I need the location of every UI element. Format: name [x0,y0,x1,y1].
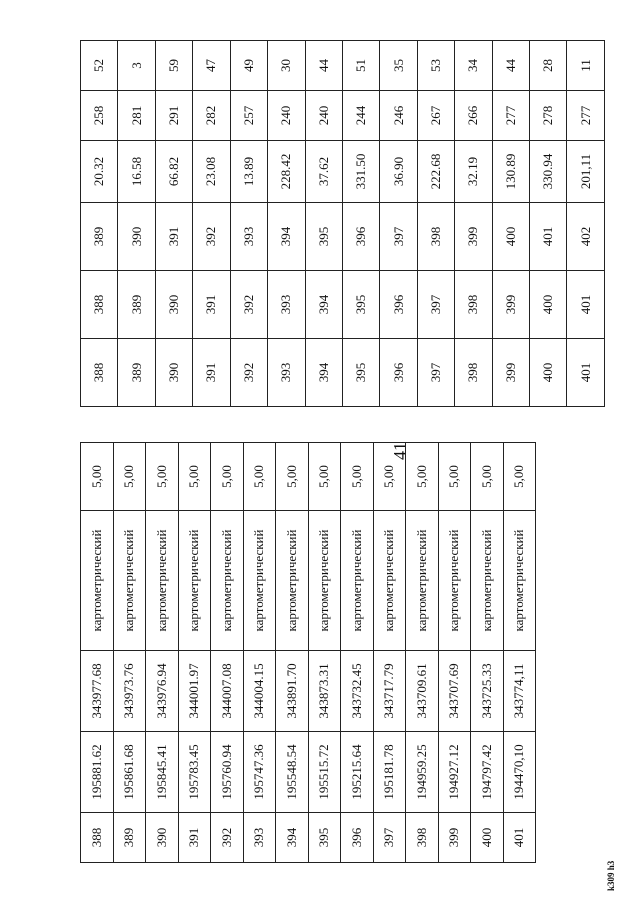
table-row [155,41,192,407]
table-cell: 5,00 [308,443,341,511]
table-cell: 47 [193,41,230,91]
table-cell: 11 [567,41,605,91]
table-cell: 5,00 [406,443,439,511]
table-cell: картометрический [211,511,244,651]
table-cell: 5,00 [113,443,146,511]
table-cell: 5,00 [211,443,244,511]
table-cell: 391 [193,339,230,407]
table-cell: 398 [417,203,454,271]
table-cell: 52 [81,41,118,91]
table-cell: 391 [155,203,192,271]
table-cell: 393 [268,339,305,407]
table-row [380,41,417,407]
table-cell: 391 [178,813,211,863]
table-cell: 5,00 [341,443,374,511]
table-cell: 195515.72 [308,732,341,813]
table-cell: картометрический [406,511,439,651]
table-cell: 394 [305,339,342,407]
table-cell: 401 [530,203,567,271]
table-cell: 5,00 [243,443,276,511]
table-cell: 30 [268,41,305,91]
table-cell: 343707.69 [438,651,471,732]
table-row [305,41,342,407]
table-cell: 281 [118,91,155,141]
table-cell: 395 [342,271,379,339]
table-cell: 194959.25 [406,732,439,813]
table-cell: 401 [567,271,605,339]
footer-mark: k309 h3 [606,860,616,891]
table-row [146,443,179,863]
table-row [342,41,379,407]
table-cell: 343873.31 [308,651,341,732]
table-row [455,41,492,407]
table-cell: 278 [530,91,567,141]
table-cell: 330.94 [530,141,567,203]
table-cell: 53 [417,41,454,91]
table-cell: 389 [113,813,146,863]
table-cell: 397 [417,271,454,339]
table-cell: 396 [341,813,374,863]
table-cell: 195861.68 [113,732,146,813]
table-cell: 343774,11 [503,651,536,732]
table-cell: 397 [417,339,454,407]
table-cell: картометрический [276,511,309,651]
table-cell: 344001.97 [178,651,211,732]
table-cell: 13.89 [230,141,267,203]
table-cell: 400 [471,813,504,863]
table-cell: 400 [530,339,567,407]
table-cell: 20.32 [81,141,118,203]
table-row [193,41,230,407]
table-cell: 344007.08 [211,651,244,732]
table-row [406,443,439,863]
table-cell: 266 [455,91,492,141]
table-cell: 16.58 [118,141,155,203]
table-cell: 240 [305,91,342,141]
table-cell: 37.62 [305,141,342,203]
table-row [118,41,155,407]
table-cell: 343977.68 [81,651,114,732]
table-cell: 5,00 [503,443,536,511]
table-cell: 388 [81,339,118,407]
table-cell: 398 [455,271,492,339]
table-cell: 396 [342,203,379,271]
table-cell: 23.08 [193,141,230,203]
table-cell: 397 [373,813,406,863]
table-cell: 390 [118,203,155,271]
table-cell: 343891.70 [276,651,309,732]
table-cell: картометрический [341,511,374,651]
table-cell: 344004.15 [243,651,276,732]
table-cell: 390 [146,813,179,863]
table-cell: 130.89 [492,141,529,203]
table-cell: 395 [305,203,342,271]
table-cell: 389 [118,271,155,339]
table-cell: 392 [230,339,267,407]
table-cell: 5,00 [276,443,309,511]
table-cell: 195215.64 [341,732,374,813]
table-cell: 389 [81,203,118,271]
table-cell: 282 [193,91,230,141]
table-cell: 228.42 [268,141,305,203]
table-cell: картометрический [178,511,211,651]
table-row [230,41,267,407]
table-cell: 401 [567,339,605,407]
table-cell: картометрический [146,511,179,651]
table-cell: 5,00 [438,443,471,511]
table-cell: 195783.45 [178,732,211,813]
table-cell: картометрический [308,511,341,651]
table-cell: 394 [305,271,342,339]
table-cell: 393 [230,203,267,271]
table-cell: 343976.94 [146,651,179,732]
table-cell: 397 [380,203,417,271]
table-cell: 392 [193,203,230,271]
table-cell: 5,00 [146,443,179,511]
table-cell: 195881.62 [81,732,114,813]
table-row [492,41,529,407]
table-cell: картометрический [503,511,536,651]
table-cell: 28 [530,41,567,91]
table-cell: 277 [492,91,529,141]
table-cell: 388 [81,813,114,863]
table-cell: 343973.76 [113,651,146,732]
table-row [471,443,504,863]
table-cell: 400 [530,271,567,339]
table-cell: 195181.78 [373,732,406,813]
table-row [268,41,305,407]
table-cell: 399 [438,813,471,863]
table-cell: картометрический [438,511,471,651]
table-cell: 257 [230,91,267,141]
segments-table [80,40,605,407]
table-cell: 49 [230,41,267,91]
table-cell: 277 [567,91,605,141]
table-cell: 201,11 [567,141,605,203]
coordinates-table [80,442,536,863]
table-cell: 391 [193,271,230,339]
table-cell: 390 [155,271,192,339]
table-cell: 392 [230,271,267,339]
table-cell: картометрический [81,511,114,651]
table-cell: 393 [268,271,305,339]
table-cell: 396 [380,271,417,339]
table-cell: 398 [455,339,492,407]
table-cell: 3 [118,41,155,91]
table-row [243,443,276,863]
table-cell: 331.50 [342,141,379,203]
table-cell: 66.82 [155,141,192,203]
table-cell: 195548.54 [276,732,309,813]
table-cell: 194470,10 [503,732,536,813]
table-cell: 5,00 [471,443,504,511]
table-cell: 291 [155,91,192,141]
table-cell: 244 [342,91,379,141]
table-cell: 390 [155,339,192,407]
table-row [341,443,374,863]
table-cell: 35 [380,41,417,91]
table-row [373,443,406,863]
table-row [276,443,309,863]
table-cell: 395 [308,813,341,863]
table-row [417,41,454,407]
table-cell: 194797.42 [471,732,504,813]
table-cell: картометрический [471,511,504,651]
table-cell: картометрический [243,511,276,651]
table-cell: 59 [155,41,192,91]
table-row [178,443,211,863]
table-cell: 343725.33 [471,651,504,732]
table-cell: 396 [380,339,417,407]
table-cell: 399 [455,203,492,271]
table-cell: 343717.79 [373,651,406,732]
table-cell: 258 [81,91,118,141]
table-cell: 400 [492,203,529,271]
table-cell: 44 [305,41,342,91]
table-row [530,41,567,407]
table-cell: 34 [455,41,492,91]
table-cell: 394 [268,203,305,271]
table-cell: 194927.12 [438,732,471,813]
table-cell: картометрический [113,511,146,651]
table-cell: 343709.61 [406,651,439,732]
table-cell: 195747.36 [243,732,276,813]
table-cell: 343732.45 [341,651,374,732]
table-cell: 402 [567,203,605,271]
table-cell: 5,00 [373,443,406,511]
table-cell: 401 [503,813,536,863]
table-cell: 36.90 [380,141,417,203]
table-cell: 32.19 [455,141,492,203]
table-row [81,41,118,407]
table-cell: 51 [342,41,379,91]
table-row [438,443,471,863]
table-row [567,41,605,407]
table-cell: 395 [342,339,379,407]
table-cell: 5,00 [81,443,114,511]
table-cell: 246 [380,91,417,141]
table-row [308,443,341,863]
table-cell: 5,00 [178,443,211,511]
table-cell: 399 [492,339,529,407]
table-cell: 388 [81,271,118,339]
table-row [503,443,536,863]
table-cell: 399 [492,271,529,339]
page-number: 41 [390,442,410,460]
table-cell: 398 [406,813,439,863]
table-cell: 267 [417,91,454,141]
table-row [211,443,244,863]
table-cell: 195845.41 [146,732,179,813]
table-cell: 394 [276,813,309,863]
table-cell: 392 [211,813,244,863]
table-cell: 222.68 [417,141,454,203]
table-cell: 389 [118,339,155,407]
table-row [81,443,114,863]
table-cell: 195760.94 [211,732,244,813]
table-cell: 393 [243,813,276,863]
table-cell: 240 [268,91,305,141]
table-row [113,443,146,863]
table-cell: 44 [492,41,529,91]
table-cell: картометрический [373,511,406,651]
